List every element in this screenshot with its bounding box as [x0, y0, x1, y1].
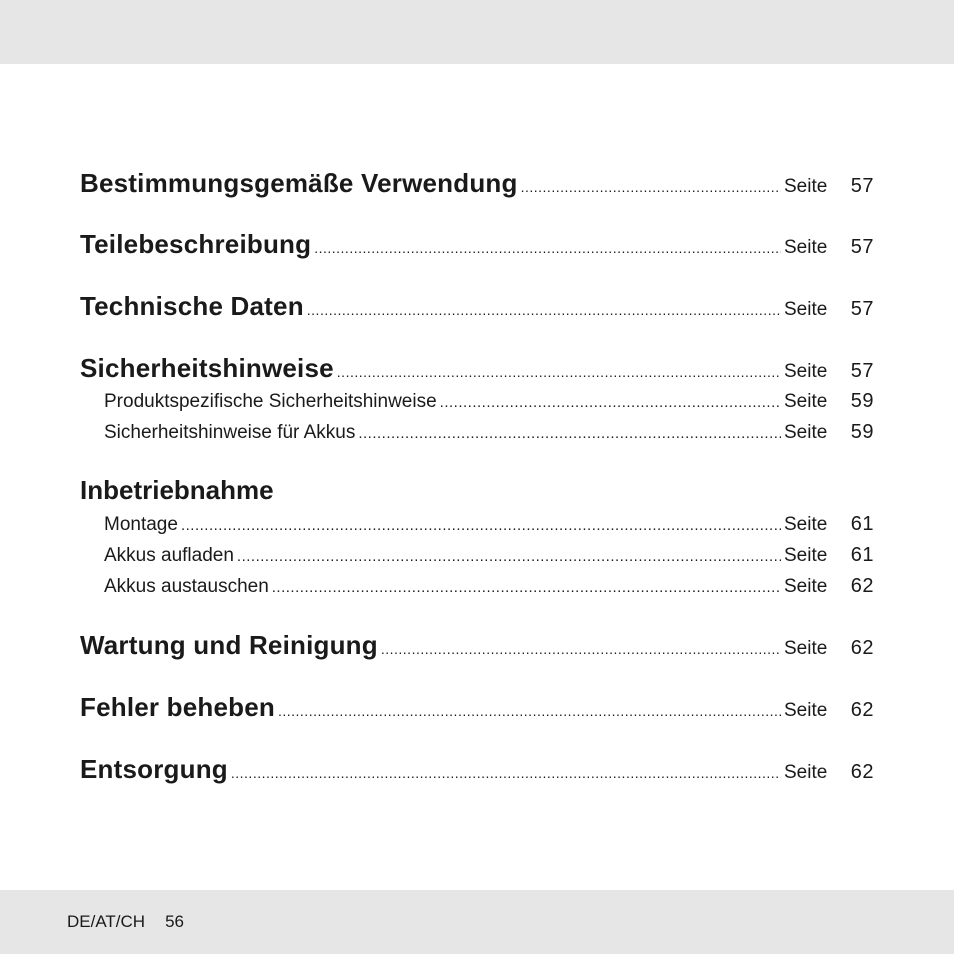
toc-page-number: 57: [850, 298, 874, 320]
footer-region: DE/AT/CH: [67, 912, 146, 931]
toc-entry-title: Produktspezifische Sicherheitshinweise: [104, 391, 437, 412]
toc-seite-label: Seite: [784, 576, 828, 597]
toc-entry-wartung-und-reinigung[interactable]: [80, 630, 874, 661]
toc-leader-dots: [337, 364, 781, 380]
toc-leader-dots: [272, 579, 781, 596]
toc-subentry-produktspezifische-sicherheitshinweise[interactable]: [104, 390, 874, 413]
toc-leader-dots: [237, 548, 781, 565]
toc-entry-teilebeschreibung[interactable]: [80, 229, 874, 260]
header-band: [0, 0, 954, 64]
toc-seite-label: Seite: [784, 700, 828, 721]
toc-leader-dots: [181, 517, 781, 534]
toc-leader-dots: [231, 765, 781, 781]
toc-page-number: 59: [850, 421, 874, 443]
toc-subentry-akkus-aufladen[interactable]: [104, 544, 874, 567]
toc-page-number: 62: [850, 575, 874, 597]
toc-entry-entsorgung[interactable]: [80, 754, 874, 785]
toc-entry-title: Sicherheitshinweise: [80, 353, 334, 383]
toc-entry-title: Akkus aufladen: [104, 545, 234, 566]
toc-seite-label: Seite: [784, 762, 828, 783]
toc-leader-dots: [314, 240, 781, 256]
toc-seite-label: Seite: [784, 514, 828, 535]
toc-page-number: 59: [850, 390, 874, 412]
toc-subentry-akkus-austauschen[interactable]: [104, 575, 874, 598]
toc-page-number: 61: [850, 544, 874, 566]
toc-subentry-sicherheitshinweise-fuer-akkus[interactable]: [104, 421, 874, 444]
toc-page-number: 62: [850, 699, 874, 721]
toc-entry-fehler-beheben[interactable]: [80, 692, 874, 723]
toc-entry-title: Entsorgung: [80, 754, 228, 784]
toc-entry-title: Fehler beheben: [80, 692, 275, 722]
toc-leader-dots: [440, 394, 781, 411]
toc-leader-dots: [521, 179, 781, 195]
toc-page-number: 57: [850, 360, 874, 382]
toc-page-number: 57: [850, 236, 874, 258]
toc-subentry-montage[interactable]: [104, 513, 874, 536]
toc-seite-label: Seite: [784, 361, 828, 382]
toc-leader-dots: [278, 703, 781, 719]
toc-seite-label: Seite: [784, 391, 828, 412]
toc-entry-title: Wartung und Reinigung: [80, 630, 378, 660]
toc-seite-label: Seite: [784, 422, 828, 443]
toc-entry-bestimmungsgemaesse-verwendung[interactable]: [80, 168, 874, 199]
toc-page-number: 57: [850, 175, 874, 197]
toc-leader-dots: [358, 425, 781, 442]
footer-page-number: 56: [165, 912, 184, 931]
toc-entry-sicherheitshinweise[interactable]: [80, 353, 874, 384]
footer: [67, 912, 184, 932]
toc-entry-title: Technische Daten: [80, 291, 304, 321]
toc-entry-title: Bestimmungsgemäße Verwendung: [80, 168, 518, 198]
toc-page-number: 61: [850, 513, 874, 535]
toc-leader-dots: [307, 302, 781, 318]
toc-seite-label: Seite: [784, 545, 828, 566]
toc-page-number: 62: [850, 637, 874, 659]
toc-seite-label: Seite: [784, 176, 828, 197]
toc-entry-title: Montage: [104, 514, 178, 535]
toc-entry-title: Sicherheitshinweise für Akkus: [104, 422, 356, 443]
toc-seite-label: Seite: [784, 299, 828, 320]
toc-leader-dots: [381, 641, 781, 657]
toc-seite-label: Seite: [784, 237, 828, 258]
toc-entry-title: Akkus austauschen: [104, 576, 269, 597]
toc-entry-technische-daten[interactable]: [80, 291, 874, 322]
toc-seite-label: Seite: [784, 638, 828, 659]
toc-page-number: 62: [850, 761, 874, 783]
toc-section-inbetriebnahme[interactable]: Inbetriebnahme: [80, 475, 274, 505]
toc-entry-title: Teilebeschreibung: [80, 229, 312, 259]
